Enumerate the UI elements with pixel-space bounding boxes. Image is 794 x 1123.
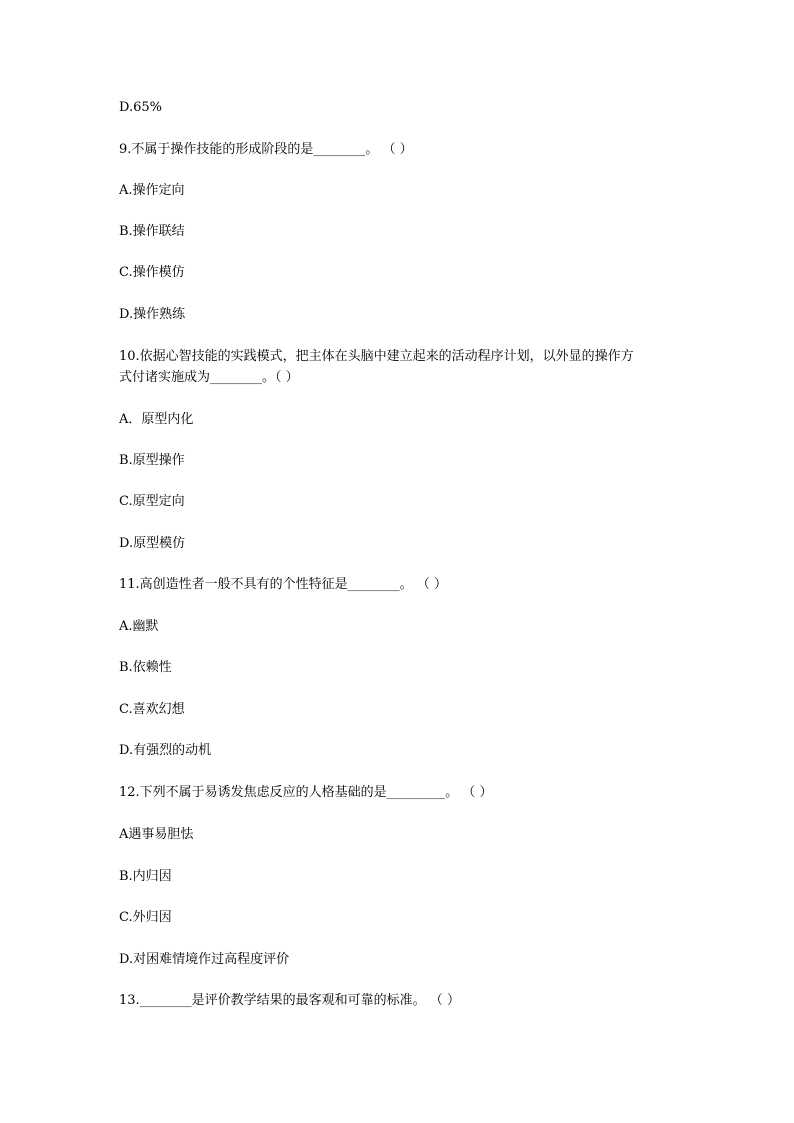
option-9d: D.操作熟练 — [119, 307, 186, 322]
option-10d: D.原型模仿 — [119, 536, 186, 551]
option-9a: A.操作定向 — [119, 183, 185, 198]
option-9b: B.操作联结 — [119, 224, 185, 239]
option-11c: C.喜欢幻想 — [119, 702, 185, 717]
option-8d: D.65% — [119, 100, 162, 115]
option-12d: D.对困难情境作过高程度评价 — [119, 952, 290, 967]
option-10c: C.原型定向 — [119, 494, 185, 509]
option-12b: B.内归因 — [119, 869, 172, 884]
question-10-line-1: 10.依据心智技能的实践模式，把主体在头脑中建立起来的活动程序计划，以外显的操作方 — [119, 349, 634, 364]
question-12: 12.下列不属于易诱发焦虑反应的人格基础的是_________。 （ ） — [119, 785, 493, 800]
option-9c: C.操作模仿 — [119, 265, 185, 280]
option-11b: B.依赖性 — [119, 660, 172, 675]
option-10b: B.原型操作 — [119, 453, 185, 468]
option-10a: A．原型内化 — [119, 412, 194, 427]
question-9: 9.不属于操作技能的形成阶段的是________。 （ ） — [119, 142, 413, 157]
option-12a: A遇事易胆怯 — [119, 827, 194, 842]
question-10-line-2: 式付诸实施成为________。（ ） — [119, 370, 299, 385]
option-12c: C.外归因 — [119, 910, 172, 925]
option-11d: D.有强烈的动机 — [119, 743, 212, 758]
question-11: 11.高创造性者一般不具有的个性特征是________。 （ ） — [119, 577, 447, 592]
option-11a: A.幽默 — [119, 619, 159, 634]
question-13: 13.________是评价教学结果的最客观和可靠的标准。 （ ） — [119, 993, 460, 1008]
